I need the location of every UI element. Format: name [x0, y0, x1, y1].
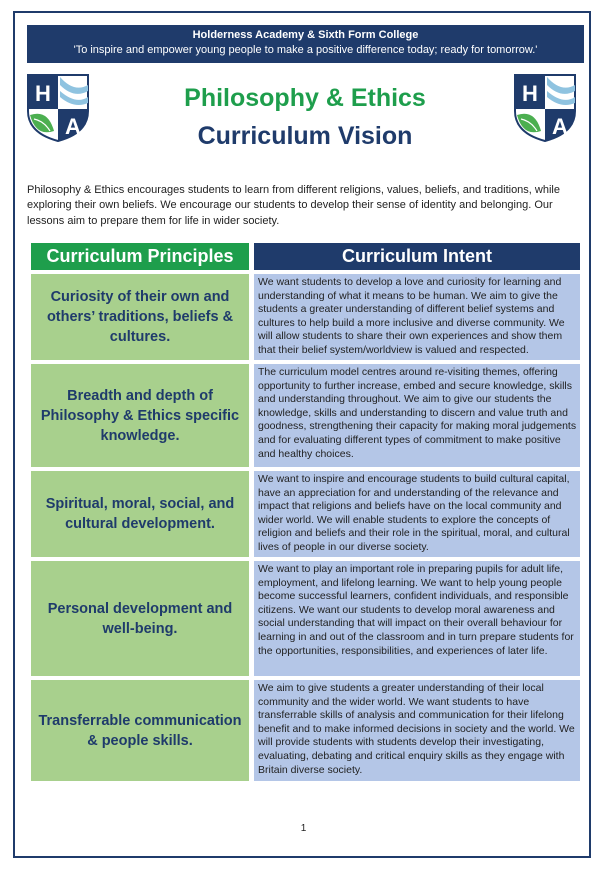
principle-cell: Breadth and depth of Philosophy & Ethics specific knowledge. — [31, 364, 249, 467]
principle-cell: Transferrable communication & people skills. — [31, 680, 249, 781]
intent-header: Curriculum Intent — [254, 243, 580, 270]
principle-cell: Curiosity of their own and others’ traditions, beliefs & cultures. — [31, 274, 249, 360]
page-number: 1 — [300, 823, 307, 834]
school-logo-left — [24, 71, 92, 143]
logo-letter-h: H — [522, 81, 538, 106]
intro-paragraph: Philosophy & Ethics encourages students to learn from different religions, values, beliefs, and traditions, while exploring their own beliefs. We encourage our students to develop their sense of identity and belonging. Our lessons aim to prepare them for life in wider society. — [27, 184, 560, 227]
intent-cell: We aim to give students a greater understanding of their local community and the wider world. We want students to have transferrable skills of analysis and communication for their lifelong benefit and to make informed decisions in society and the world. We will provide students with students develop their investigating, evaluating, debating and critical enquiry skills as they engage with Britain diverse society. — [254, 680, 580, 781]
intent-cell: We want students to develop a love and curiosity for learning and understanding of what it means to be human. We aim to give the students a greater understanding of different belief systems and cultures to help build a more inclusive and diverse community. We will allow students to share their own experiences and show them that their belief system/worldview is valued and respected. — [254, 274, 580, 360]
logo-letter-h: H — [35, 81, 51, 106]
intent-cell: The curriculum model centres around re-visiting themes, offering opportunity to further increase, embed and secure knowledge, skills and understanding throughout. We aim to give our students the knowledge, skills and understanding to discern and value truth and goodness, strengthening their capacity for making moral judgements and for evaluating different types of commitment to make positive and healthy choices. — [254, 364, 580, 467]
curriculum-vision-title: Curriculum Vision — [197, 122, 413, 150]
principles-header: Curriculum Principles — [31, 243, 249, 270]
principle-cell: Personal development and well-being. — [31, 561, 249, 676]
school-name: Holderness Academy & Sixth Form College — [192, 29, 419, 41]
subject-title: Philosophy & Ethics — [184, 84, 426, 112]
school-logo-right — [511, 71, 579, 143]
intent-cell: We want to inspire and encourage students to build cultural capital, have an appreciation for and understanding of the relevance and impact that religions and beliefs have on the local community and wider world. We will enable students to explore the concepts of religion and beliefs and their role in the spiritual, moral, and cultural lives of people in our diverse society. — [254, 471, 580, 557]
principle-cell: Spiritual, moral, social, and cultural development. — [31, 471, 249, 557]
logo-letter-a: A — [552, 114, 568, 139]
intent-cell: We want to play an important role in preparing pupils for adult life, employment, and lifelong learning. We want to help young people become successful learners, confident individuals, and responsible citizens. We want our students to develop moral awareness and social understanding that will impact on their overall behaviour for learning in and out of the classroom and in turn prepare students for the opportunities, responsibilities, and experiences of later life. — [254, 561, 580, 676]
header-banner — [27, 25, 584, 63]
logo-letter-a: A — [65, 114, 81, 139]
school-motto: 'To inspire and empower young people to make a positive difference today; ready for tomorrow.' — [73, 44, 538, 56]
